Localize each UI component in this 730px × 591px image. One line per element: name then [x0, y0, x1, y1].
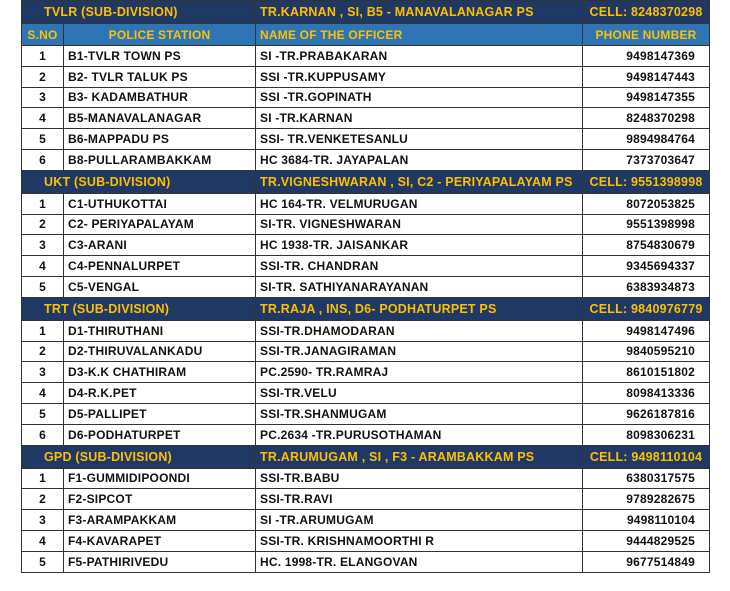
row-officer-name: SI-TR. VIGNESHWARAN [256, 214, 583, 235]
row-phone-number: 9345694337 [583, 256, 710, 277]
row-phone-number: 8072053825 [583, 193, 710, 214]
table-row [22, 383, 710, 404]
row-phone-number: 9498147443 [583, 66, 710, 87]
row-officer-name: HC 164-TR. VELMURUGAN [256, 193, 583, 214]
row-officer-name: SI -TR.PRABAKARAN [256, 46, 583, 67]
row-officer-name: SSI-TR.VELU [256, 383, 583, 404]
row-sno: 3 [22, 362, 64, 383]
table-row [22, 256, 710, 277]
subdivision-header-row [22, 445, 710, 468]
row-phone-number: 8248370298 [583, 108, 710, 129]
row-police-station: B1-TVLR TOWN PS [64, 46, 256, 67]
row-police-station: F1-GUMMIDIPOONDI [64, 468, 256, 489]
row-sno: 1 [22, 320, 64, 341]
row-phone-number: 9894984764 [583, 129, 710, 150]
column-header-row [22, 24, 710, 46]
row-police-station: B6-MAPPADU PS [64, 129, 256, 150]
subdivision-header-row [22, 170, 710, 193]
row-sno: 2 [22, 214, 64, 235]
row-officer-name: SI -TR.KARNAN [256, 108, 583, 129]
row-phone-number: 9498110104 [583, 510, 710, 531]
row-phone-number: 9789282675 [583, 489, 710, 510]
row-sno: 5 [22, 403, 64, 424]
table-row [22, 66, 710, 87]
row-officer-name: SSI-TR.DHAMODARAN [256, 320, 583, 341]
table-row [22, 276, 710, 297]
table-row [22, 320, 710, 341]
row-officer-name: SI-TR. SATHIYANARAYANAN [256, 276, 583, 297]
row-sno: 4 [22, 383, 64, 404]
row-police-station: F4-KAVARAPET [64, 530, 256, 551]
row-police-station: F2-SIPCOT [64, 489, 256, 510]
row-phone-number: 8098413336 [583, 383, 710, 404]
row-police-station: F3-ARAMPAKKAM [64, 510, 256, 531]
table-row [22, 149, 710, 170]
column-header-officer: NAME OF THE OFFICER [256, 24, 583, 46]
row-phone-number: 9626187816 [583, 403, 710, 424]
row-phone-number: 8098306231 [583, 424, 710, 445]
subdivision-officer: TR.KARNAN , SI, B5 - MANAVALANAGAR PS [256, 1, 583, 24]
column-header-police-station: POLICE STATION [64, 24, 256, 46]
row-police-station: D6-PODHATURPET [64, 424, 256, 445]
row-phone-number: 9444829525 [583, 530, 710, 551]
subdivision-cell-phone: CELL: 9551398998 [583, 170, 710, 193]
subdivision-officer: TR.RAJA , INS, D6- PODHATURPET PS [256, 297, 583, 320]
row-phone-number: 9840595210 [583, 341, 710, 362]
subdivision-cell-phone: CELL: 9840976779 [583, 297, 710, 320]
row-sno: 1 [22, 46, 64, 67]
row-police-station: D4-R.K.PET [64, 383, 256, 404]
officer-contact-table [21, 0, 710, 573]
row-officer-name: HC. 1998-TR. ELANGOVAN [256, 551, 583, 572]
row-police-station: B5-MANAVALANAGAR [64, 108, 256, 129]
row-sno: 3 [22, 235, 64, 256]
row-sno: 4 [22, 530, 64, 551]
subdivision-header-row [22, 1, 710, 24]
subdivision-cell-phone: CELL: 8248370298 [583, 1, 710, 24]
row-officer-name: HC 3684-TR. JAYAPALAN [256, 149, 583, 170]
subdivision-name: TRT (SUB-DIVISION) [22, 297, 256, 320]
row-sno: 4 [22, 108, 64, 129]
row-phone-number: 9677514849 [583, 551, 710, 572]
subdivision-name: UKT (SUB-DIVISION) [22, 170, 256, 193]
row-sno: 3 [22, 87, 64, 108]
row-phone-number: 6383934873 [583, 276, 710, 297]
row-sno: 2 [22, 341, 64, 362]
table-row [22, 551, 710, 572]
row-sno: 6 [22, 424, 64, 445]
table-row [22, 87, 710, 108]
row-police-station: B3- KADAMBATHUR [64, 87, 256, 108]
row-sno: 1 [22, 193, 64, 214]
row-officer-name: SSI-TR.BABU [256, 468, 583, 489]
row-officer-name: SSI- TR.VENKETESANLU [256, 129, 583, 150]
subdivision-name: TVLR (SUB-DIVISION) [22, 1, 256, 24]
table-row [22, 235, 710, 256]
subdivision-name: GPD (SUB-DIVISION) [22, 445, 256, 468]
row-sno: 5 [22, 276, 64, 297]
column-header-sno: S.NO [22, 24, 64, 46]
row-officer-name: SSI -TR.KUPPUSAMY [256, 66, 583, 87]
row-police-station: C4-PENNALURPET [64, 256, 256, 277]
row-officer-name: SSI -TR.GOPINATH [256, 87, 583, 108]
table-body [22, 1, 710, 573]
row-sno: 3 [22, 510, 64, 531]
table-row [22, 510, 710, 531]
row-phone-number: 6380317575 [583, 468, 710, 489]
row-officer-name: SI -TR.ARUMUGAM [256, 510, 583, 531]
table-row [22, 403, 710, 424]
row-officer-name: HC 1938-TR. JAISANKAR [256, 235, 583, 256]
table-row [22, 468, 710, 489]
row-police-station: D2-THIRUVALANKADU [64, 341, 256, 362]
table-row [22, 193, 710, 214]
table-row [22, 214, 710, 235]
row-phone-number: 9498147369 [583, 46, 710, 67]
row-officer-name: SSI-TR.RAVI [256, 489, 583, 510]
row-officer-name: PC.2590- TR.RAMRAJ [256, 362, 583, 383]
table-row [22, 530, 710, 551]
table-row [22, 489, 710, 510]
row-police-station: C5-VENGAL [64, 276, 256, 297]
table-row [22, 424, 710, 445]
row-sno: 4 [22, 256, 64, 277]
row-sno: 6 [22, 149, 64, 170]
row-officer-name: SSI-TR. KRISHNAMOORTHI R [256, 530, 583, 551]
row-phone-number: 9551398998 [583, 214, 710, 235]
row-officer-name: PC.2634 -TR.PURUSOTHAMAN [256, 424, 583, 445]
subdivision-header-row [22, 297, 710, 320]
row-phone-number: 8610151802 [583, 362, 710, 383]
row-sno: 2 [22, 489, 64, 510]
row-sno: 1 [22, 468, 64, 489]
row-officer-name: SSI-TR. CHANDRAN [256, 256, 583, 277]
row-sno: 5 [22, 129, 64, 150]
row-phone-number: 9498147496 [583, 320, 710, 341]
subdivision-officer: TR.VIGNESHWARAN , SI, C2 - PERIYAPALAYAM PS [256, 170, 583, 193]
row-officer-name: SSI-TR.SHANMUGAM [256, 403, 583, 424]
row-police-station: B8-PULLARAMBAKKAM [64, 149, 256, 170]
table-row [22, 46, 710, 67]
row-police-station: F5-PATHIRIVEDU [64, 551, 256, 572]
row-phone-number: 9498147355 [583, 87, 710, 108]
row-police-station: C1-UTHUKOTTAI [64, 193, 256, 214]
table-row [22, 362, 710, 383]
row-sno: 2 [22, 66, 64, 87]
row-police-station: B2- TVLR TALUK PS [64, 66, 256, 87]
row-police-station: D5-PALLIPET [64, 403, 256, 424]
row-phone-number: 7373703647 [583, 149, 710, 170]
row-police-station: C2- PERIYAPALAYAM [64, 214, 256, 235]
table-row [22, 108, 710, 129]
row-sno: 5 [22, 551, 64, 572]
subdivision-officer: TR.ARUMUGAM , SI , F3 - ARAMBAKKAM PS [256, 445, 583, 468]
row-officer-name: SSI-TR.JANAGIRAMAN [256, 341, 583, 362]
row-police-station: D1-THIRUTHANI [64, 320, 256, 341]
column-header-phone: PHONE NUMBER [583, 24, 710, 46]
row-phone-number: 8754830679 [583, 235, 710, 256]
row-police-station: C3-ARANI [64, 235, 256, 256]
row-police-station: D3-K.K CHATHIRAM [64, 362, 256, 383]
table-row [22, 129, 710, 150]
subdivision-cell-phone: CELL: 9498110104 [583, 445, 710, 468]
table-row [22, 341, 710, 362]
